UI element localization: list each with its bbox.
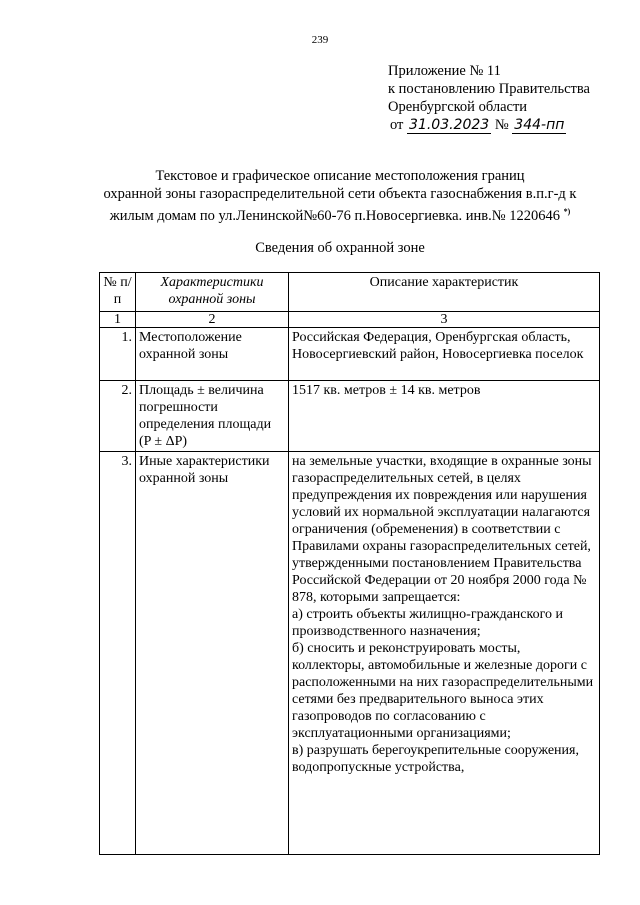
appendix-region: Оренбургской области xyxy=(388,99,528,115)
header-num: № п/п xyxy=(100,273,136,312)
appendix-date-number xyxy=(390,116,590,134)
column-number: 3 xyxy=(289,312,600,328)
row-description xyxy=(289,452,600,855)
row-description: 1517 кв. метров ± 14 кв. метров xyxy=(289,381,600,452)
footnote-mark: *) xyxy=(563,207,571,216)
date-prefix: от xyxy=(390,117,404,133)
row-number: 1. xyxy=(100,328,136,381)
row-number: 2. xyxy=(100,381,136,452)
column-number-row xyxy=(100,312,600,328)
restriction-item-b: б) сносить и реконструировать мосты, коллекторы, автомобильные и железные дороги с расположенными на них газораспределительными сетями без предварительного выноса этих газопроводов по согласованию с эксплуатационными организациями; xyxy=(292,641,594,741)
row-description: Российская Федерация, Оренбургская область, Новосергиевский район, Новосергиевка поселок xyxy=(289,328,600,381)
page-number: 239 xyxy=(311,34,329,46)
table-row xyxy=(100,328,600,381)
row-characteristic: Площадь ± величина погрешности определения площади (P ± ΔP) xyxy=(136,381,289,452)
title-line-3: жилым домам по ул.Ленинской№60-76 п.Новосергиевка. инв.№ 1220646 *) xyxy=(109,207,571,224)
appendix-ref: к постановлению Правительства xyxy=(388,81,590,97)
table-row xyxy=(100,381,600,452)
title-line-1: Текстовое и графическое описание местоположения границ xyxy=(155,168,525,184)
section-title: Сведения об охранной зоне xyxy=(255,240,425,256)
handwritten-date: 31.03.2023 xyxy=(409,117,490,133)
row-characteristic: Иные характеристики охранной зоны xyxy=(136,452,289,855)
header-characteristic: Характеристики охранной зоны xyxy=(136,273,289,312)
handwritten-number: 344-пп xyxy=(514,117,565,133)
row-number: 3. xyxy=(100,452,136,855)
restriction-intro: на земельные участки, входящие в охранные зоны газораспределительных сетей, в целях предупреждения их повреждения или нарушения условий их нормальной эксплуатации налагаются ограничения (обременения) в соответствии с Правилами охраны газораспределительных сетей, утвержденными постановлением Правительства Российской Федерации от 20 ноября 2000 года № 878, которыми запрещается: xyxy=(292,454,592,605)
restriction-item-c: в) разрушать берегоукрепительные сооружения, водопропускные устройства, xyxy=(292,743,579,775)
number-sign: № xyxy=(494,117,509,133)
table-row xyxy=(100,452,600,855)
appendix-header xyxy=(388,62,590,134)
appendix-title: Приложение № 11 xyxy=(388,63,501,79)
document-title xyxy=(70,167,610,225)
header-description: Описание характеристик xyxy=(289,273,600,312)
row-characteristic: Местоположение охранной зоны xyxy=(136,328,289,381)
title-line-2: охранной зоны газораспределительной сети объекта газоснабжения в.п.г-д к xyxy=(103,186,577,202)
restriction-item-a: а) строить объекты жилищно-гражданского и производственного назначения; xyxy=(292,607,563,639)
column-number: 2 xyxy=(136,312,289,328)
column-number: 1 xyxy=(100,312,136,328)
zone-table xyxy=(99,272,600,855)
table-header-row xyxy=(100,273,600,312)
